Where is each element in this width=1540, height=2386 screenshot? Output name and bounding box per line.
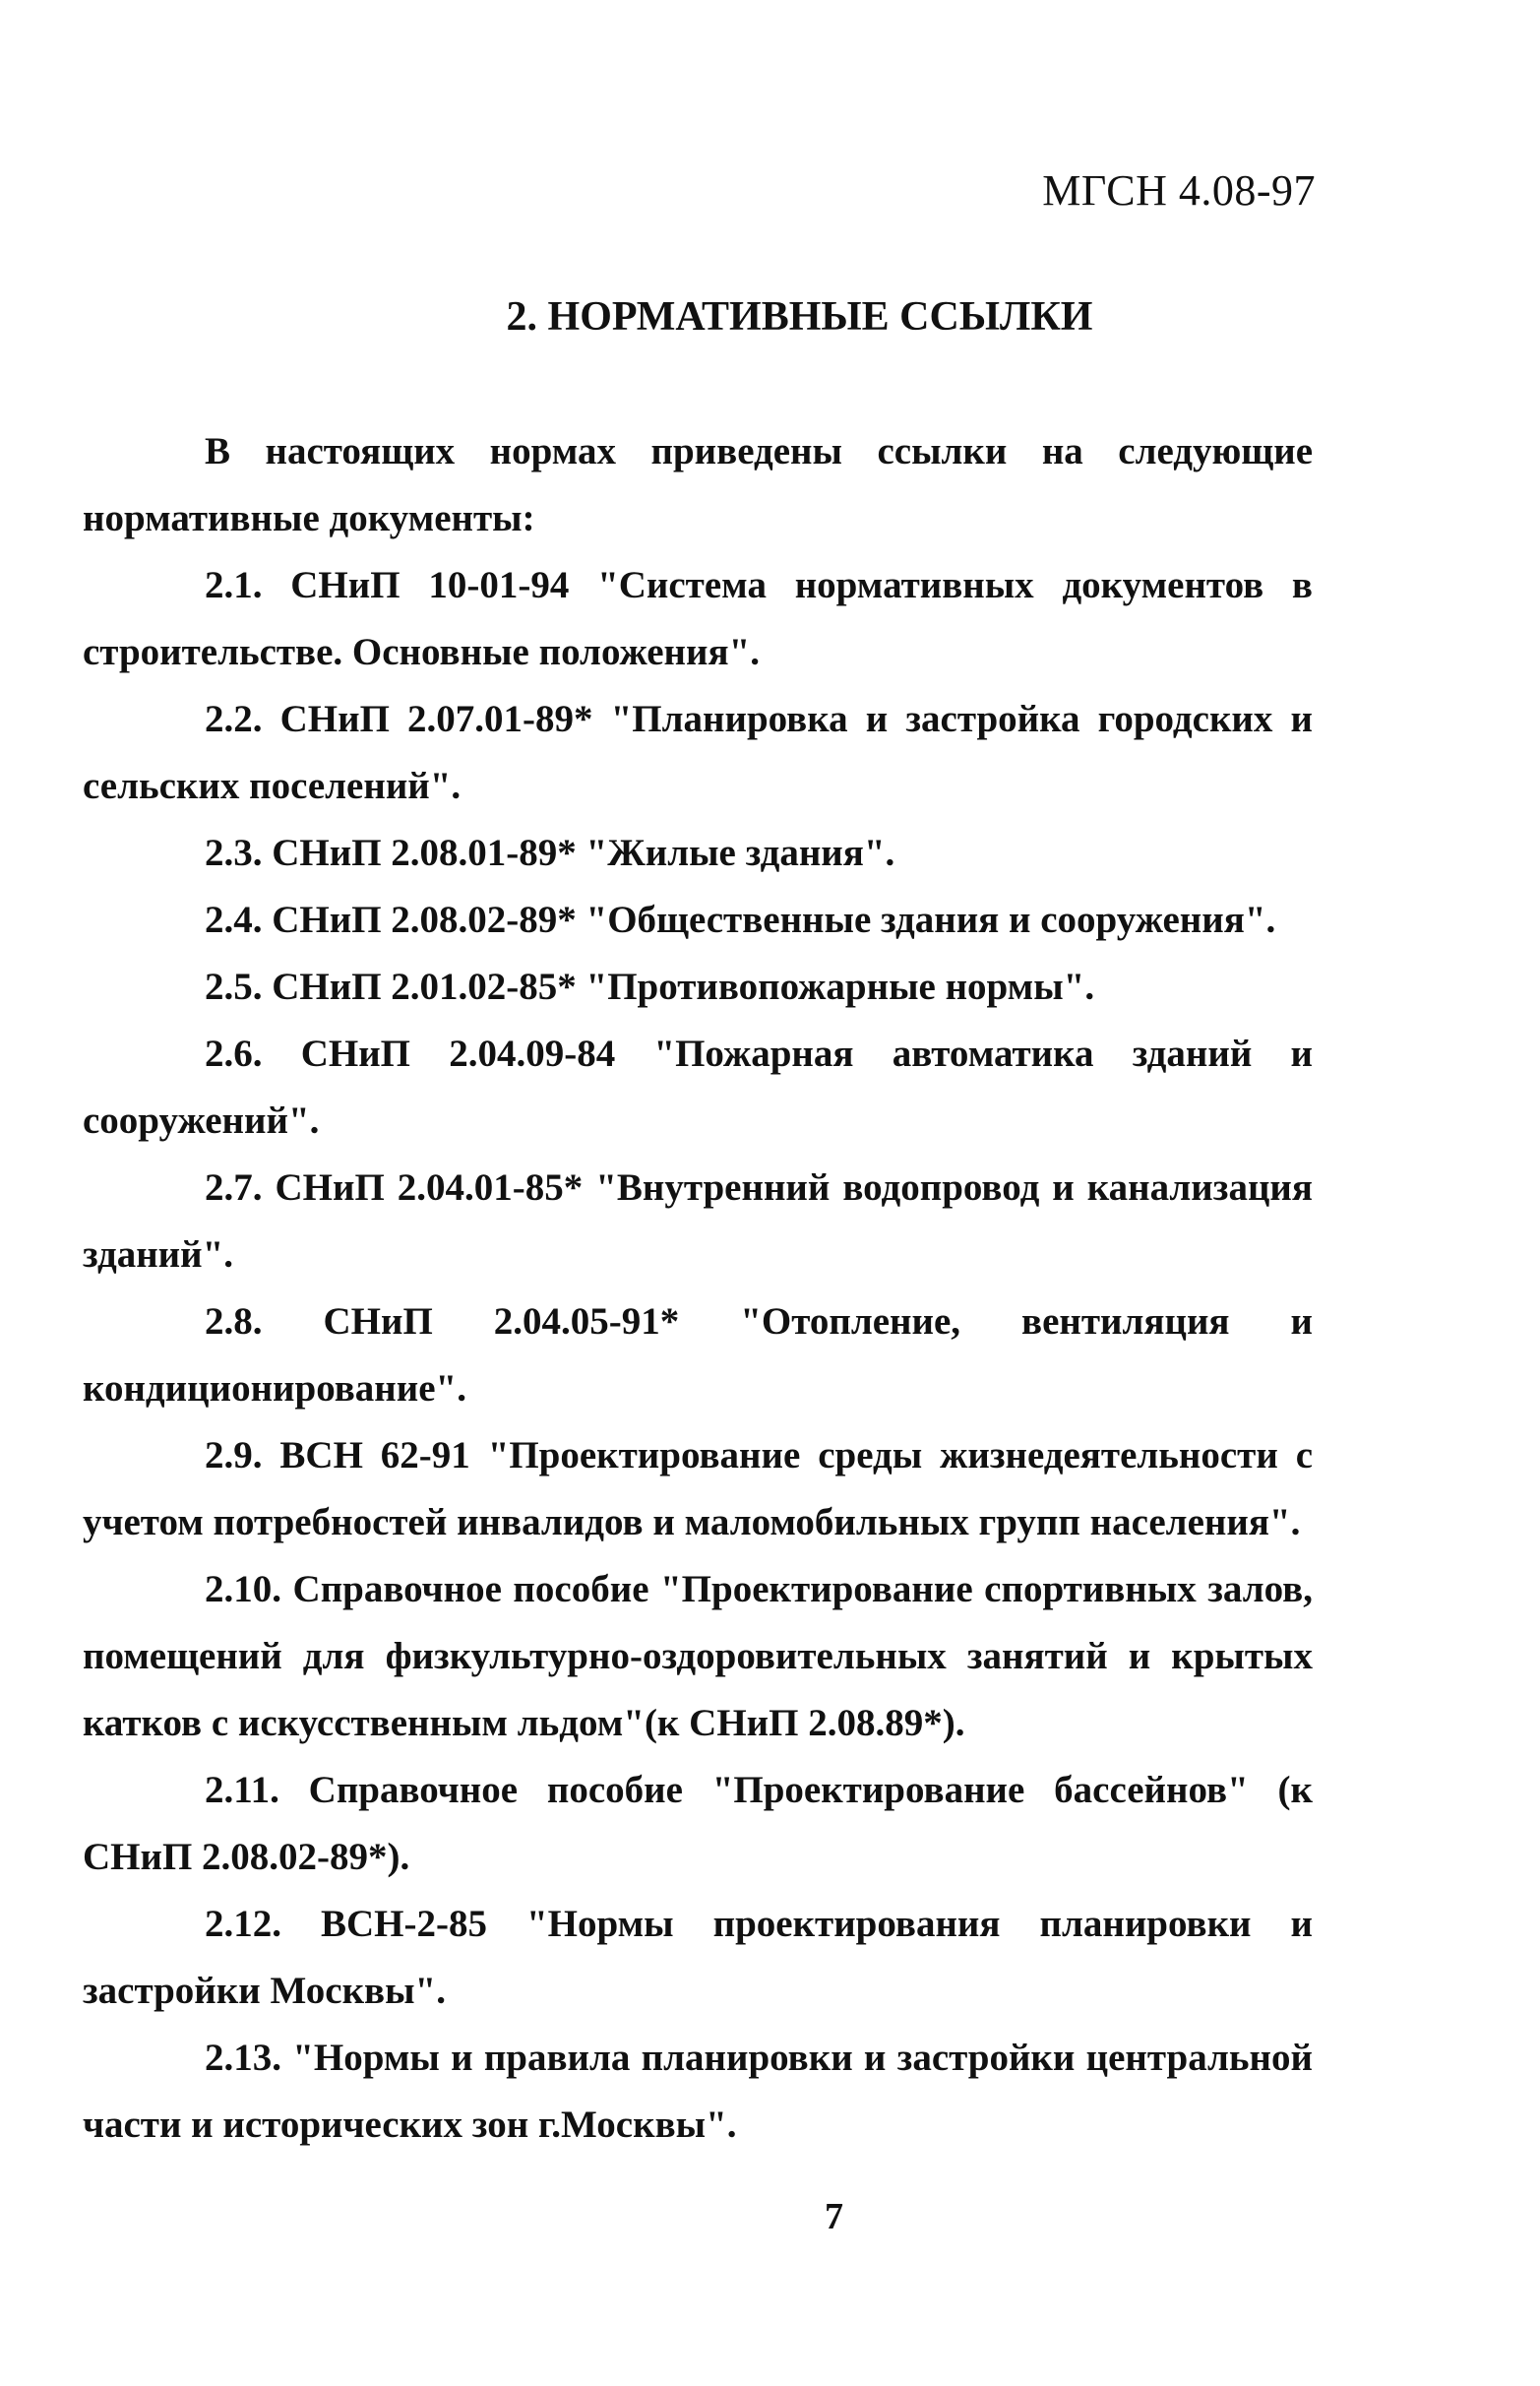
document-code: МГСН 4.08-97 xyxy=(1042,166,1316,215)
reference-item: 2.6. СНиП 2.04.09-84 "Пожарная автоматика зданий и сооружений". xyxy=(83,1033,1313,1142)
reference-item: 2.7. СНиП 2.04.01-85* "Внутренний водопровод и канализация зданий". xyxy=(83,1166,1313,1276)
reference-item: 2.11. Справочное пособие "Проектирование бассейнов" (к СНиП 2.08.02-89*). xyxy=(83,1769,1313,1878)
reference-item: 2.10. Справочное пособие "Проектирование спортивных залов, помещений для физкультурно-оздоровительных занятий и крытых катков с искусственным льдом"(к СНиП 2.08.89*). xyxy=(83,1568,1313,1744)
page-number: 7 xyxy=(825,2196,843,2237)
reference-item: 2.9. ВСН 62-91 "Проектирование среды жизнедеятельности с учетом потребностей инвалидов и маломобильных групп населения". xyxy=(83,1434,1313,1543)
intro-paragraph: В настоящих нормах приведены ссылки на следующие нормативные документы: xyxy=(83,430,1313,539)
reference-item: 2.5. СНиП 2.01.02-85* "Противопожарные нормы". xyxy=(205,966,1095,1008)
reference-item: 2.8. СНиП 2.04.05-91* "Отопление, вентиляция и кондиционирование". xyxy=(83,1300,1313,1410)
reference-item: 2.4. СНиП 2.08.02-89* "Общественные здания и сооружения". xyxy=(205,899,1276,941)
reference-item: 2.13. "Нормы и правила планировки и застройки центральной части и исторических зон г.Москвы". xyxy=(83,2037,1313,2146)
section-title: 2. НОРМАТИВНЫЕ ССЫЛКИ xyxy=(506,294,1093,340)
reference-item: 2.1. СНиП 10-01-94 "Система нормативных документов в строительстве. Основные положения". xyxy=(83,564,1313,673)
reference-item: 2.3. СНиП 2.08.01-89* "Жилые здания". xyxy=(205,832,895,874)
reference-item: 2.12. ВСН-2-85 "Нормы проектирования планировки и застройки Москвы". xyxy=(83,1903,1313,2012)
reference-item: 2.2. СНиП 2.07.01-89* "Планировка и застройка городских и сельских поселений". xyxy=(83,698,1313,807)
references-list xyxy=(83,418,1313,2159)
